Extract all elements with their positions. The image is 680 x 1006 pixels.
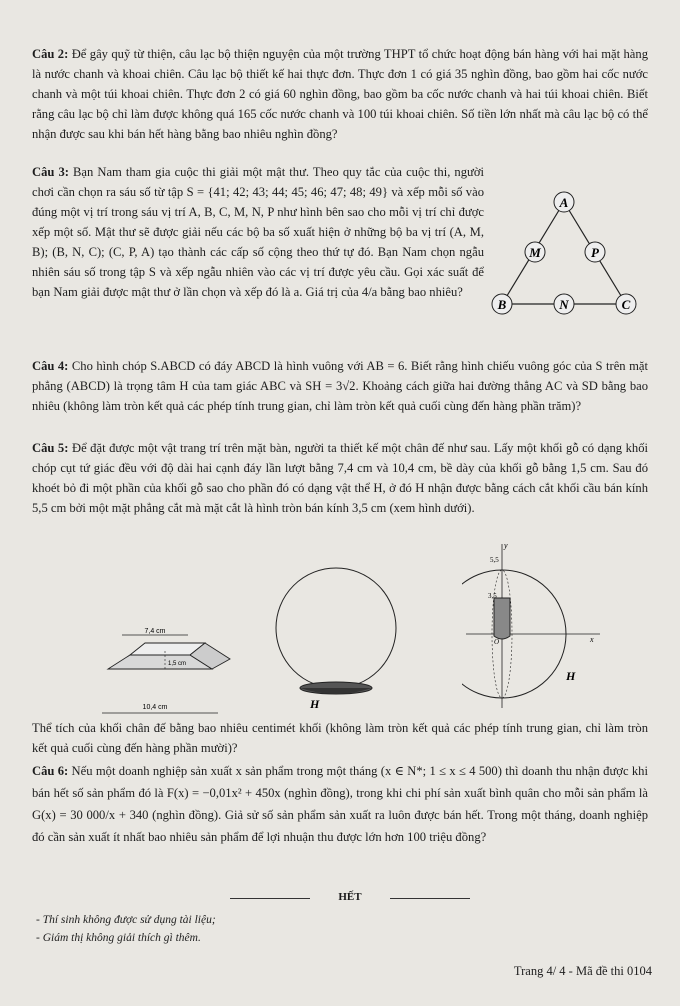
- label-x: x: [590, 635, 594, 644]
- axis-sphere-figure: [462, 538, 632, 713]
- label-H: H: [310, 697, 320, 710]
- q3-text: Bạn Nam tham gia cuộc thi giải một mật thư. Theo quy tắc của cuộc thi, người chơi cần chọn ra sáu số từ tập S = {41; 42; 43; 44; 45; 46; 47; 48; 49} và xếp mỗi số vào đúng một vị trí trong sáu vị trí A, B, C, M, N, P như hình bên sao cho mỗi vị trí chỉ được xếp một số. Mật thư sẽ được giải nếu các bộ ba số xuất hiện ở những bộ ba vị trí (A, M, B); (B, N, C); (C, P, A) tạo thành các cấp số cộng theo thứ tự đó. Bạn Nam chọn ngẫu nhiên sáu số trong tập S và xếp ngẫu nhiên vào các vị trí được yêu cầu. Gọi xác suất để bạn Nam giải được mật thư ở lần chọn và xếp đó là a. Giá trị của 4/a bằng bao nhiêu?: [32, 165, 484, 299]
- q6-label: Câu 6:: [32, 764, 69, 778]
- q5-text: Để đặt được một vật trang trí trên mặt bàn, người ta thiết kế một chân đế như sau. Lấy một khối gỗ có dạng khối chóp cụt tứ giác đều với độ dài hai cạnh đáy lần lượt bằng 7,4 cm và 10,4 cm, bề dày của khối gỗ bằng 1,5 cm. Sau đó khoét bỏ đi một phần của khối gỗ sao cho phần đó có dạng vật thể H, ở đó H nhận được bằng cách cắt khối cầu bán kính 5,5 cm bởi một mặt phẳng cắt mà mặt cắt là hình tròn bán kính 3,5 cm (xem hình dưới).: [32, 441, 648, 515]
- node-A: A: [559, 195, 569, 210]
- question-3: [32, 162, 484, 302]
- label-H-axis: H: [566, 669, 576, 683]
- label-y: y: [504, 541, 508, 550]
- q4-text: Cho hình chóp S.ABCD có đáy ABCD là hình vuông với AB = 6. Biết rằng hình chiếu vuông góc của S trên mặt phẳng (ABCD) là trọng tâm H của tam giác ABC và SH = 3√2. Khoảng cách giữa hai đường thẳng AC và SD bằng bao nhiêu (không làm tròn kết quả các phép tính trung gian, chỉ làm tròn kết quả cuối cùng đến hàng phần trăm)?: [32, 359, 648, 413]
- label-15: 1,5 cm: [168, 661, 187, 667]
- label-O: O: [494, 638, 500, 646]
- triangle-diagram: [484, 186, 644, 326]
- node-P: P: [591, 245, 599, 260]
- label-104: 10,4 cm: [142, 704, 168, 711]
- question-4: [32, 356, 648, 416]
- page-number: Trang 4/ 4 - Mã đề thi 0104: [513, 964, 652, 978]
- q6-text: Nếu một doanh nghiệp sản xuất x sản phẩm trong một tháng (x ∈ N*; 1 ≤ x ≤ 4 500) thì doanh thu nhận được khi bán hết số sản phẩm đó là F(x) = −0,01x² + 450x (nghìn đồng), trong khi chi phí sản xuất bình quân cho mỗi sản phẩm là G(x) = 30 000/x + 340 (nghìn đồng). Giả sử số sản phẩm sản xuất ra luôn được bán hết. Trong một tháng, doanh nghiệp đó cần sản xuất ít nhất bao nhiêu sản phẩm để lợi nhuận thu được lớn hơn 100 triệu đồng?: [32, 764, 648, 844]
- node-M: M: [529, 245, 541, 260]
- node-C: C: [621, 297, 631, 312]
- frustum-figure: [90, 625, 240, 720]
- label-35: 3,5: [488, 592, 497, 600]
- sphere-cap-figure: [262, 560, 410, 710]
- q2-text: Để gây quỹ từ thiện, câu lạc bộ thiện nguyện của một trường THPT tổ chức hoạt động bán hàng với hai mặt hàng là nước chanh và khoai chiên. Câu lạc bộ thiết kế hai thực đơn. Thực đơn 1 có giá 35 nghìn đồng, bao gồm hai cốc nước chanh và một túi khoai chiên. Thực đơn 2 có giá 60 nghìn đồng, bao gồm ba cốc nước chanh và hai túi khoai chiên. Biết rằng câu lạc bộ chỉ làm được không quá 165 cốc nước chanh và 100 túi khoai chiên. Số tiền lớn nhất mà câu lạc bộ có thể nhận được sau khi bán hết hàng bằng bao nhiêu nghìn đồng?: [32, 47, 648, 141]
- q2-label: Câu 2:: [32, 47, 69, 61]
- q5-question: [32, 718, 648, 758]
- end-marker: HẾT: [230, 891, 470, 903]
- question-5: [32, 438, 648, 518]
- label-55: 5,5: [490, 556, 499, 564]
- note-2: - Giám thị không giải thích gì thêm.: [36, 932, 201, 944]
- q4-label: Câu 4:: [32, 359, 69, 373]
- question-2: [32, 44, 648, 144]
- node-B: B: [497, 297, 507, 312]
- note-1: - Thí sinh không được sử dụng tài liệu;: [36, 914, 216, 926]
- label-74: 7,4 cm: [144, 628, 166, 635]
- q5-label: Câu 5:: [32, 441, 69, 455]
- question-6: [32, 760, 648, 848]
- q3-label: Câu 3:: [32, 165, 69, 179]
- node-N: N: [559, 297, 569, 312]
- q5-question-text: Thể tích của khối chân đế bằng bao nhiêu centimét khối (không làm tròn kết quả các phép tính trung gian, chỉ làm tròn kết quả cuối cùng đến hàng phần mười)?: [32, 721, 648, 755]
